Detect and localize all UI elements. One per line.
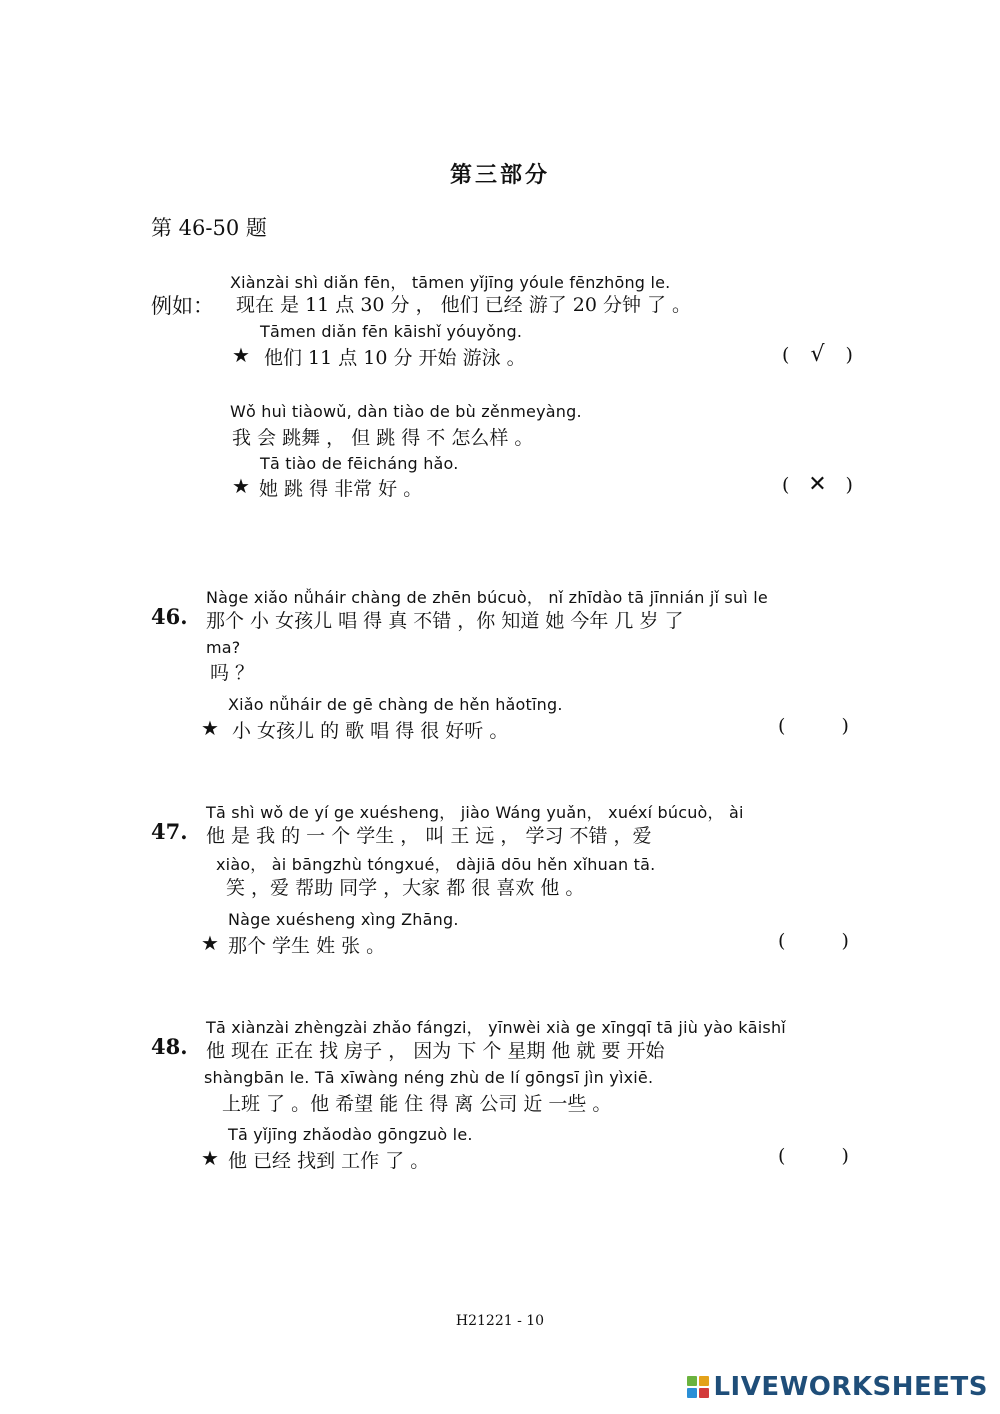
q47-statement-hanzi: 那个 学生 姓 张 。 (228, 935, 386, 957)
q48-number: 48. (151, 1034, 188, 1059)
check-mark-icon: √ (810, 342, 825, 367)
example-statement-pinyin: Tāmen diǎn fēn kāishǐ yóuyǒng. (260, 322, 523, 341)
cross-mark-icon: ✕ (808, 472, 827, 497)
q48-premise-hanzi-2: 上班 了 。他 希望 能 住 得 离 公司 近 一些 。 (222, 1093, 612, 1115)
paren-open: ( (782, 344, 790, 366)
star-icon: ★ (232, 474, 250, 498)
q48-statement-pinyin: Tā yǐjīng zhǎodào gōngzuò le. (228, 1125, 473, 1144)
q48-statement-hanzi: 他 已经 找到 工作 了 。 (228, 1150, 430, 1172)
example-label: 例如： (151, 294, 214, 318)
paren-close: ) (845, 344, 853, 366)
star-icon: ★ (201, 716, 219, 740)
q46-premise-hanzi-1: 那个 小 女孩儿 唱 得 真 不错 ，你 知道 她 今年 几 岁 了 (206, 610, 684, 632)
q47-premise-hanzi-1: 他 是 我 的 一 个 学生 ， 叫 王 远 ， 学习 不错 ，爱 (206, 825, 652, 847)
q48-answer-field[interactable] (791, 1146, 835, 1169)
example-answer (782, 342, 853, 367)
q48-answer (778, 1145, 849, 1169)
example2-statement-pinyin: Tā tiào de fēicháng hǎo. (260, 454, 459, 473)
star-icon: ★ (232, 343, 250, 367)
q48-premise-pinyin-2: shàngbān le. Tā xīwàng néng zhù de lí gōngsī jìn yìxiē. (204, 1068, 654, 1087)
q47-premise-pinyin-2: xiào， ài bāngzhù tóngxué， dàjiā dōu hěn xǐhuan tā. (216, 855, 656, 874)
example2-premise-pinyin: Wǒ huì tiàowǔ, dàn tiào de bù zěnmeyàng. (230, 402, 582, 421)
example-statement-hanzi: 他们 11 点 10 分 开始 游泳 。 (264, 347, 526, 369)
q46-premise-pinyin-2: ma? (206, 638, 241, 657)
paren-close: ) (841, 715, 849, 737)
q46-number: 46. (151, 604, 188, 629)
q46-statement-pinyin: Xiǎo nǚháir de gē chàng de hěn hǎotīng. (228, 695, 563, 714)
example2-statement-hanzi: 她 跳 得 非常 好 。 (259, 478, 423, 500)
logo-block (699, 1376, 709, 1386)
paren-close: ) (841, 1145, 849, 1167)
logo-text: LIVEWORKSHEETS (713, 1372, 988, 1402)
question-range: 第 46-50 题 (151, 216, 267, 240)
liveworksheets-logo (687, 1372, 988, 1402)
logo-block (699, 1388, 709, 1398)
q47-premise-hanzi-2: 笑 ，爱 帮助 同学 ，大家 都 很 喜欢 他 。 (226, 877, 585, 899)
q47-premise-pinyin-1: Tā shì wǒ de yí ge xuésheng， jiào Wáng yuǎn， xuéxí búcuò， ài (206, 803, 744, 822)
logo-block (687, 1376, 697, 1386)
q47-answer-field[interactable] (791, 931, 835, 954)
q48-premise-hanzi-1: 他 现在 正在 找 房子 ， 因为 下 个 星期 他 就 要 开始 (206, 1040, 665, 1062)
q46-statement-hanzi: 小 女孩儿 的 歌 唱 得 很 好听 。 (232, 720, 509, 742)
paren-close: ) (845, 474, 853, 496)
q47-statement-pinyin: Nàge xuésheng xìng Zhāng. (228, 910, 459, 929)
q48-premise-pinyin-1: Tā xiànzài zhèngzài zhǎo fángzi， yīnwèi xià ge xīngqī tā jiù yào kāishǐ (206, 1018, 786, 1037)
q47-number: 47. (151, 819, 188, 844)
q46-premise-pinyin-1: Nàge xiǎo nǚháir chàng de zhēn búcuò， nǐ zhīdào tā jīnnián jǐ suì le (206, 588, 768, 607)
section-title: 第三部分 (449, 162, 550, 188)
logo-blocks-icon (687, 1376, 709, 1398)
example2-answer (782, 472, 853, 497)
q47-answer (778, 930, 849, 954)
paren-open: ( (782, 474, 790, 496)
paren-open: ( (778, 715, 786, 737)
paren-close: ) (841, 930, 849, 952)
paren-open: ( (778, 1145, 786, 1167)
example-premise-pinyin: Xiànzài shì diǎn fēn， tāmen yǐjīng yóule fēnzhōng le. (230, 273, 671, 292)
star-icon: ★ (201, 1146, 219, 1170)
q46-answer (778, 715, 849, 739)
page-footer: H21221 - 10 (455, 1313, 545, 1329)
q46-premise-hanzi-2: 吗 ？ (210, 662, 255, 684)
star-icon: ★ (201, 931, 219, 955)
example-premise-hanzi: 现在 是 11 点 30 分 ， 他们 已经 游了 20 分钟 了 。 (236, 294, 692, 316)
example2-premise-hanzi: 我 会 跳舞 ， 但 跳 得 不 怎么样 。 (232, 427, 534, 449)
q46-answer-field[interactable] (791, 716, 835, 739)
paren-open: ( (778, 930, 786, 952)
logo-block (687, 1388, 697, 1398)
